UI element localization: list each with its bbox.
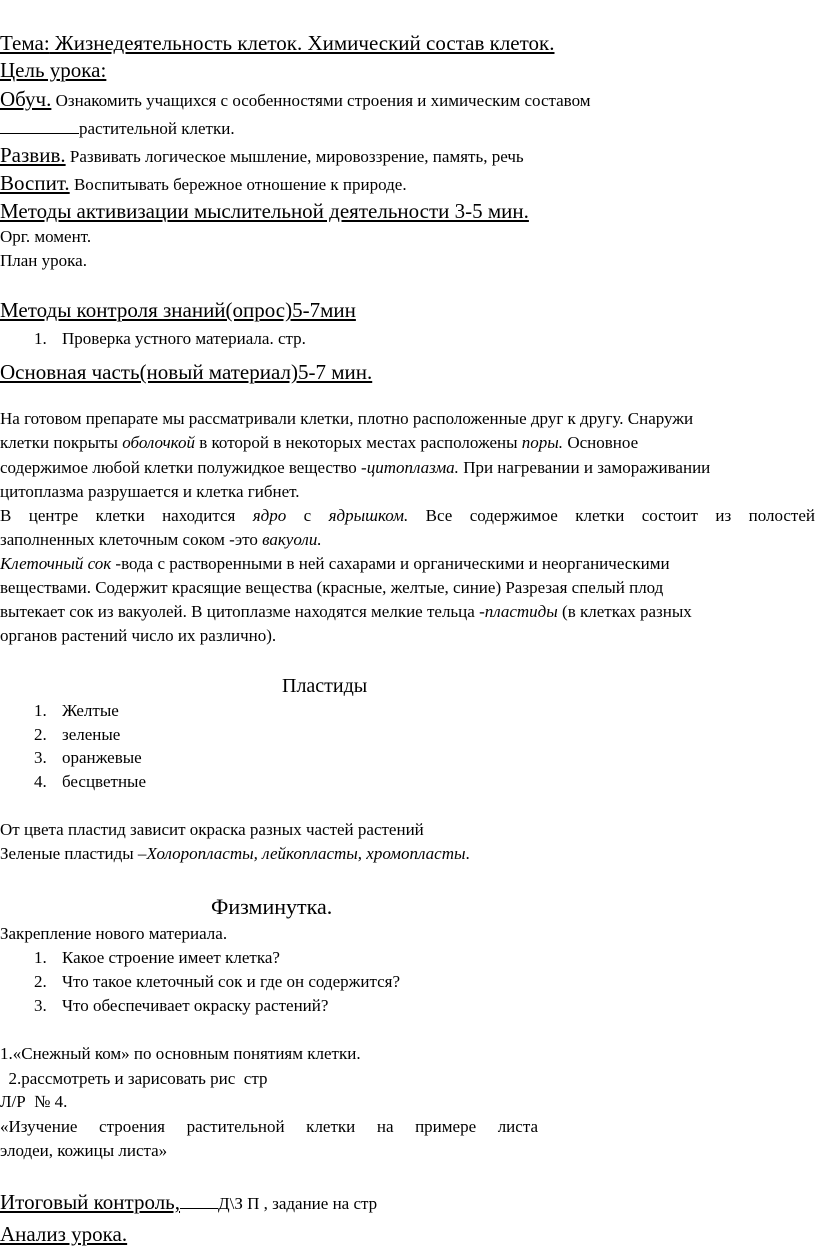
- text-run: содержимое любой клетки полужидкое вещество -: [0, 458, 367, 477]
- main-p3-line-4: органов растений число их различно).: [0, 626, 277, 645]
- term-pores: поры.: [521, 433, 564, 452]
- dev-goal-line: [0, 143, 524, 168]
- reinforce-title: Закрепление нового материала.: [0, 924, 228, 943]
- list-number: 4.: [34, 772, 47, 791]
- plastids-note-1: От цвета пластид зависит окраска разных частей растений: [0, 820, 424, 839]
- term-nucleus: ядро: [252, 506, 287, 525]
- reinforce-item-3: [34, 996, 328, 1016]
- reinforce-item-1: [34, 948, 280, 968]
- plastids-note-2: [0, 844, 470, 864]
- edu-text-2: растительной клетки.: [79, 119, 235, 138]
- text-run: При нагревании и замораживании: [458, 458, 711, 477]
- list-text: Какое строение имеет клетка?: [62, 948, 280, 967]
- term-plastids: пластиды: [484, 602, 558, 621]
- text-run: В центре клетки находится: [0, 506, 253, 525]
- term-nucleolus: ядрышком.: [328, 506, 409, 525]
- study-line-1: «Изучение строения растительной клетки на примере листа: [0, 1117, 538, 1136]
- main-p1-line-3: [0, 458, 710, 478]
- plastids-item-1: [34, 701, 119, 721]
- reinforce-item-2: [34, 972, 400, 992]
- study-line-2: элодеи, кожицы листа»: [0, 1141, 168, 1160]
- control-item-1-text: Проверка устного материала. стр.: [62, 329, 306, 348]
- blank-underline: [0, 118, 79, 134]
- dev-label: Развив.: [0, 143, 66, 167]
- draw-line: 2.рассмотреть и зарисовать рис стр: [0, 1069, 268, 1088]
- list-text: зеленые: [62, 725, 121, 744]
- dev-text: Развивать логическое мышление, мировоззрение, память, речь: [65, 147, 524, 166]
- activation-line-1: Орг. момент.: [0, 227, 92, 246]
- main-p3-line-3: [0, 602, 692, 622]
- term-cell-sap: Клеточный сок: [0, 554, 112, 573]
- text-run: клетки покрыты: [0, 433, 123, 452]
- plastids-item-4: [34, 772, 146, 792]
- term-cytoplasm: цитоплазма.: [366, 458, 459, 477]
- control-title: Методы контроля знаний(опрос)5-7мин: [0, 298, 356, 322]
- final-control-title: Итоговый контроль,: [0, 1190, 181, 1214]
- term-plastid-types: Холоропласты, лейкопласты, хромопласты: [146, 844, 466, 863]
- term-vacuoles: вакуоли.: [262, 530, 322, 549]
- list-number: 2.: [34, 725, 47, 744]
- list-number: 1.: [34, 701, 47, 720]
- list-number: 1.: [34, 948, 47, 967]
- list-text: Что обеспечивает окраску растений?: [62, 996, 329, 1015]
- text-run: Основное: [563, 433, 639, 452]
- activation-title: Методы активизации мыслительной деятельности 3-5 мин.: [0, 199, 529, 223]
- list-text: Желтые: [62, 701, 119, 720]
- list-number: 3.: [34, 996, 47, 1015]
- text-run: в которой в некоторых местах расположены: [195, 433, 522, 452]
- lesson-analysis: Анализ урока.: [0, 1222, 128, 1246]
- goal-label: Цель урока:: [0, 58, 107, 82]
- lab-work-line: Л/Р № 4.: [0, 1092, 68, 1111]
- text-run: Все содержимое клетки состоит из полостей: [408, 506, 815, 525]
- topic-label: Тема:: [0, 31, 50, 55]
- list-text: бесцветные: [62, 772, 147, 791]
- list-number: 3.: [34, 748, 47, 767]
- edu-goal-line: [0, 87, 591, 112]
- text-run: с: [286, 506, 329, 525]
- main-p2-line-2: [0, 530, 322, 550]
- main-p1-line-1: На готовом препарате мы рассматривали клетки, плотно расположенные друг к другу. Снаружи: [0, 409, 694, 428]
- topic-text: Жизнедеятельность клеток. Химический состав клеток.: [49, 31, 555, 55]
- main-p1-line-2: [0, 433, 638, 453]
- plastids-item-2: [34, 725, 120, 745]
- homework-text: Д\З П , задание на стр: [218, 1194, 378, 1213]
- main-part-title: Основная часть(новый материал)5-7 мин.: [0, 360, 373, 384]
- activation-line-2: План урока.: [0, 251, 87, 270]
- upbringing-label: Воспит.: [0, 171, 70, 195]
- edu-text: Ознакомить учащихся с особенностями строения и химическим составом: [51, 91, 591, 110]
- main-p3-line-2: веществами. Содержит красящие вещества (красные, желтые, синие) Разрезая спелый плод: [0, 578, 664, 597]
- blank-underline: [180, 1192, 218, 1209]
- main-p2-line-1: [0, 506, 815, 528]
- text-run: заполненных клеточным соком -это: [0, 530, 263, 549]
- main-p3-line-1: [0, 554, 670, 574]
- final-control-line: [0, 1190, 377, 1215]
- main-p1-line-4: цитоплазма разрушается и клетка гибнет.: [0, 482, 300, 501]
- list-number: 2.: [34, 972, 47, 991]
- upbringing-text: Воспитывать бережное отношение к природе.: [69, 175, 407, 194]
- text-run: Зеленые пластиды –: [0, 844, 147, 863]
- text-run: .: [465, 844, 470, 863]
- control-item-1: [34, 329, 306, 349]
- topic-line: [0, 31, 554, 56]
- text-run: вытекает сок из вакуолей. В цитоплазме находятся мелкие тельца -: [0, 602, 485, 621]
- term-membrane: оболочкой: [122, 433, 195, 452]
- control-item-1-number: 1.: [34, 329, 47, 348]
- text-run: (в клетках разных: [557, 602, 692, 621]
- plastids-title: Пластиды: [282, 675, 368, 697]
- edu-goal-line-2: [0, 118, 235, 139]
- list-text: оранжевые: [62, 748, 142, 767]
- plastids-item-3: [34, 748, 142, 768]
- edu-label: Обуч.: [0, 87, 52, 111]
- text-run: -вода с растворенными в ней сахарами и органическими и неорганическими: [111, 554, 670, 573]
- fizminutka-title: Физминутка.: [211, 894, 333, 919]
- snowball-line: 1.«Снежный ком» по основным понятиям клетки.: [0, 1044, 361, 1063]
- upbringing-goal-line: [0, 171, 407, 196]
- list-text: Что такое клеточный сок и где он содержится?: [62, 972, 401, 991]
